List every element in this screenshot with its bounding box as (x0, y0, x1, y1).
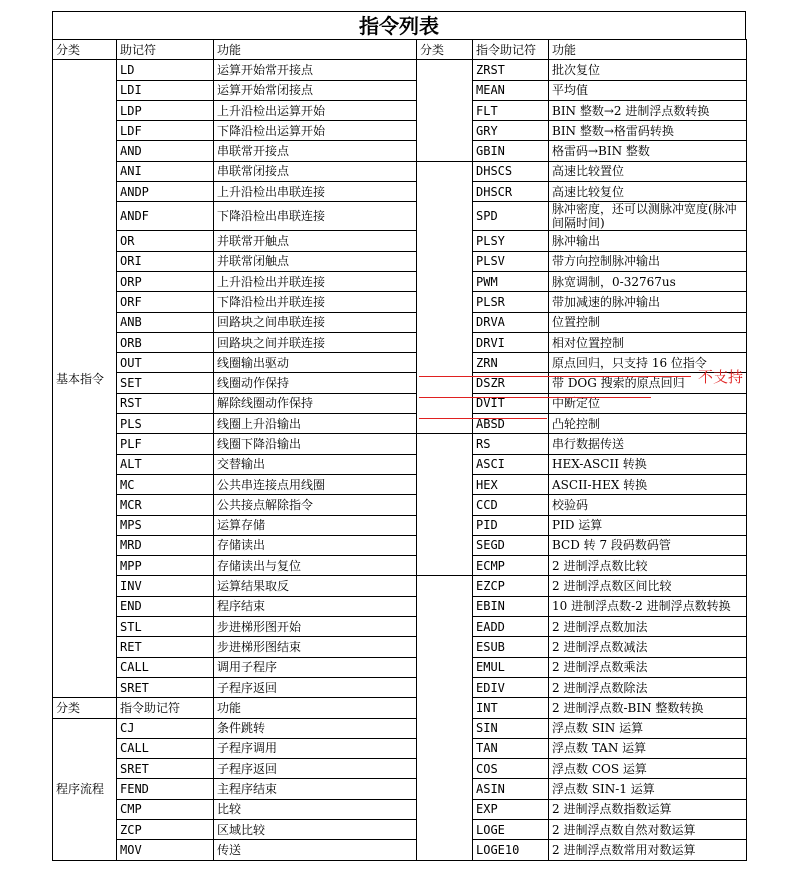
table-row (53, 738, 747, 758)
table-row (53, 231, 747, 251)
table-row (53, 161, 747, 181)
function-cell: 下降沿检出并联连接 (214, 292, 417, 312)
mnemonic-cell: ANDP (117, 182, 214, 202)
category-cell: 基本指令 (53, 60, 117, 698)
function-cell: 存储读出与复位 (214, 556, 417, 576)
category-cell (417, 434, 473, 576)
mnemonic-cell: MOV (117, 840, 214, 860)
function-cell: 程序结束 (214, 596, 417, 616)
table-row (53, 454, 747, 474)
mnemonic-cell: EZCP (473, 576, 549, 596)
mnemonic-cell: ZRST (473, 60, 549, 80)
mnemonic-cell: ORB (117, 332, 214, 352)
mnemonic-cell: MEAN (473, 80, 549, 100)
mnemonic-cell: INV (117, 576, 214, 596)
header-row (53, 40, 747, 60)
mnemonic-cell: DHSCS (473, 161, 549, 181)
function-cell: BIN 整数→格雷码转换 (549, 121, 747, 141)
table-row (53, 434, 747, 454)
mnemonic-cell: LD (117, 60, 214, 80)
mnemonic-cell: LDP (117, 100, 214, 120)
table-row (53, 759, 747, 779)
mnemonic-cell: MPP (117, 556, 214, 576)
mnemonic-cell: RET (117, 637, 214, 657)
mnemonic-cell: ECMP (473, 556, 549, 576)
mnemonic-cell: ASCI (473, 454, 549, 474)
table-row (53, 60, 747, 80)
table-title: 指令列表 (52, 11, 746, 39)
function-cell: 上升沿检出并联连接 (214, 271, 417, 291)
table-row (53, 840, 747, 860)
mnemonic-cell: MC (117, 474, 214, 494)
function-cell: 2 进制浮点数区间比较 (549, 576, 747, 596)
mnemonic-cell: TAN (473, 738, 549, 758)
mnemonic-cell: PLSY (473, 231, 549, 251)
function-cell: 带方向控制脉冲输出 (549, 251, 747, 271)
mnemonic-cell: DVIT (473, 393, 549, 413)
mnemonic-cell: FEND (117, 779, 214, 799)
function-cell: 传送 (214, 840, 417, 860)
table-row (53, 332, 747, 352)
function-cell: 浮点数 COS 运算 (549, 759, 747, 779)
function-cell: 交替输出 (214, 454, 417, 474)
table-row (53, 312, 747, 332)
function-cell: 脉冲密度，还可以测脉冲宽度(脉冲间隔时间) (549, 202, 747, 231)
table-row (53, 141, 747, 161)
mnemonic-cell: ANI (117, 161, 214, 181)
category-cell (417, 161, 473, 434)
header-cell: 功能 (214, 40, 417, 60)
table-row (53, 271, 747, 291)
function-cell: 2 进制浮点数除法 (549, 677, 747, 697)
function-cell: 10 进制浮点数-2 进制浮点数转换 (549, 596, 747, 616)
table-row (53, 535, 747, 555)
function-cell: 回路块之间串联连接 (214, 312, 417, 332)
mnemonic-cell: COS (473, 759, 549, 779)
strike-dvit (419, 418, 547, 419)
mnemonic-cell: LDI (117, 80, 214, 100)
mnemonic-cell: HEX (473, 474, 549, 494)
function-cell: 相对位置控制 (549, 332, 747, 352)
mnemonic-cell: ASIN (473, 779, 549, 799)
mnemonic-cell: DSZR (473, 373, 549, 393)
mnemonic-cell: PLSV (473, 251, 549, 271)
function-cell: 位置控制 (549, 312, 747, 332)
header-cell: 分类 (53, 698, 117, 718)
mnemonic-cell: SRET (117, 677, 214, 697)
mnemonic-cell: EXP (473, 799, 549, 819)
mnemonic-cell: EADD (473, 617, 549, 637)
function-cell: 条件跳转 (214, 718, 417, 738)
header-cell: 指令助记符 (117, 698, 214, 718)
function-cell: 高速比较置位 (549, 161, 747, 181)
function-cell: 2 进制浮点数加法 (549, 617, 747, 637)
function-cell: 校验码 (549, 495, 747, 515)
table-row (53, 718, 747, 738)
mnemonic-cell: MPS (117, 515, 214, 535)
function-cell: 步进梯形图开始 (214, 617, 417, 637)
table-row (53, 677, 747, 697)
mnemonic-cell: PLF (117, 434, 214, 454)
mnemonic-cell: PWM (473, 271, 549, 291)
table-row (53, 617, 747, 637)
mnemonic-cell: OUT (117, 353, 214, 373)
mnemonic-cell: PLSR (473, 292, 549, 312)
table-row (53, 100, 747, 120)
function-cell: 2 进制浮点数比较 (549, 556, 747, 576)
function-cell: 步进梯形图结束 (214, 637, 417, 657)
table-row (53, 495, 747, 515)
mnemonic-cell: RST (117, 393, 214, 413)
function-cell: 子程序返回 (214, 759, 417, 779)
function-cell: 浮点数 SIN-1 运算 (549, 779, 747, 799)
function-cell: 凸轮控制 (549, 414, 747, 434)
mnemonic-cell: SRET (117, 759, 214, 779)
mnemonic-cell: ABSD (473, 414, 549, 434)
function-cell: 中断定位 (549, 393, 747, 413)
function-cell: 平均值 (549, 80, 747, 100)
header-cell: 指令助记符 (473, 40, 549, 60)
strike-zrn (419, 376, 691, 377)
mnemonic-cell: RS (473, 434, 549, 454)
mnemonic-cell: OR (117, 231, 214, 251)
function-cell: 主程序结束 (214, 779, 417, 799)
mnemonic-cell: INT (473, 698, 549, 718)
mnemonic-cell: CCD (473, 495, 549, 515)
function-cell: 2 进制浮点数乘法 (549, 657, 747, 677)
function-cell: 区域比较 (214, 819, 417, 839)
function-cell: 原点回归，只支持 16 位指令 (549, 353, 747, 373)
function-cell: 2 进制浮点数-BIN 整数转换 (549, 698, 747, 718)
function-cell: 上升沿检出运算开始 (214, 100, 417, 120)
function-cell: ASCII-HEX 转换 (549, 474, 747, 494)
mnemonic-cell: ORF (117, 292, 214, 312)
function-cell: 运算存储 (214, 515, 417, 535)
table-row (53, 779, 747, 799)
mnemonic-cell: CALL (117, 738, 214, 758)
table-row (53, 637, 747, 657)
function-cell: 批次复位 (549, 60, 747, 80)
mnemonic-cell: GBIN (473, 141, 549, 161)
table-row (53, 202, 747, 231)
mnemonic-cell: ALT (117, 454, 214, 474)
mnemonic-cell: EDIV (473, 677, 549, 697)
mnemonic-cell: CJ (117, 718, 214, 738)
mnemonic-cell: MCR (117, 495, 214, 515)
mnemonic-cell: ZRN (473, 353, 549, 373)
table-row (53, 596, 747, 616)
mnemonic-cell: MRD (117, 535, 214, 555)
table-row (53, 576, 747, 596)
header-cell: 助记符 (117, 40, 214, 60)
function-cell: 公共串连接点用线圈 (214, 474, 417, 494)
mnemonic-cell: DHSCR (473, 182, 549, 202)
mnemonic-cell: SET (117, 373, 214, 393)
table-row (53, 182, 747, 202)
category-cell (417, 576, 473, 860)
mnemonic-cell: LOGE (473, 819, 549, 839)
mnemonic-cell: ORP (117, 271, 214, 291)
function-cell: HEX-ASCII 转换 (549, 454, 747, 474)
category-cell (417, 60, 473, 161)
function-cell: 并联常闭触点 (214, 251, 417, 271)
function-cell: 线圈动作保持 (214, 373, 417, 393)
function-cell: 解除线圈动作保持 (214, 393, 417, 413)
table-row (53, 353, 747, 373)
table-row (53, 657, 747, 677)
mnemonic-cell: DRVA (473, 312, 549, 332)
function-cell: 存储读出 (214, 535, 417, 555)
function-cell: 运算开始常开接点 (214, 60, 417, 80)
function-cell: 2 进制浮点数减法 (549, 637, 747, 657)
function-cell: 下降沿检出串联连接 (214, 202, 417, 231)
function-cell: 浮点数 SIN 运算 (549, 718, 747, 738)
mnemonic-cell: ZCP (117, 819, 214, 839)
strike-dszr (419, 397, 651, 398)
mnemonic-cell: FLT (473, 100, 549, 120)
mnemonic-cell: EMUL (473, 657, 549, 677)
function-cell: 2 进制浮点数指数运算 (549, 799, 747, 819)
function-cell: 线圈输出驱动 (214, 353, 417, 373)
function-cell: 下降沿检出运算开始 (214, 121, 417, 141)
mnemonic-cell: ANB (117, 312, 214, 332)
mnemonic-cell: ANDF (117, 202, 214, 231)
table-row (53, 251, 747, 271)
function-cell: 比较 (214, 799, 417, 819)
function-cell: 带 DOG 搜索的原点回归 (549, 373, 747, 393)
function-cell: 子程序调用 (214, 738, 417, 758)
function-cell: PID 运算 (549, 515, 747, 535)
function-cell: 并联常开触点 (214, 231, 417, 251)
mnemonic-cell: CALL (117, 657, 214, 677)
table-row (53, 292, 747, 312)
instruction-table (52, 39, 747, 861)
mnemonic-cell: CMP (117, 799, 214, 819)
function-cell: 2 进制浮点数常用对数运算 (549, 840, 747, 860)
mnemonic-cell: LDF (117, 121, 214, 141)
mnemonic-cell: GRY (473, 121, 549, 141)
table-row (53, 698, 747, 718)
function-cell: 串联常开接点 (214, 141, 417, 161)
header-cell: 功能 (549, 40, 747, 60)
category-cell: 程序流程 (53, 718, 117, 860)
mnemonic-cell: ESUB (473, 637, 549, 657)
function-cell: 运算开始常闭接点 (214, 80, 417, 100)
mnemonic-cell: ORI (117, 251, 214, 271)
mnemonic-cell: DRVI (473, 332, 549, 352)
function-cell: 公共接点解除指令 (214, 495, 417, 515)
header-cell: 功能 (214, 698, 417, 718)
table-row (53, 819, 747, 839)
function-cell: BCD 转 7 段码数码管 (549, 535, 747, 555)
table-row (53, 414, 747, 434)
function-cell: 高速比较复位 (549, 182, 747, 202)
header-cell: 分类 (53, 40, 117, 60)
mnemonic-cell: STL (117, 617, 214, 637)
table-row (53, 121, 747, 141)
mnemonic-cell: SEGD (473, 535, 549, 555)
function-cell: 回路块之间并联连接 (214, 332, 417, 352)
mnemonic-cell: PLS (117, 414, 214, 434)
function-cell: 串联常闭接点 (214, 161, 417, 181)
table-row (53, 515, 747, 535)
function-cell: 脉宽调制，0-32767us (549, 271, 747, 291)
mnemonic-cell: SIN (473, 718, 549, 738)
function-cell: BIN 整数→2 进制浮点数转换 (549, 100, 747, 120)
mnemonic-cell: LOGE10 (473, 840, 549, 860)
function-cell: 线圈上升沿输出 (214, 414, 417, 434)
table-row (53, 556, 747, 576)
function-cell: 调用子程序 (214, 657, 417, 677)
mnemonic-cell: PID (473, 515, 549, 535)
mnemonic-cell: SPD (473, 202, 549, 231)
function-cell: 带加减速的脉冲输出 (549, 292, 747, 312)
function-cell: 子程序返回 (214, 677, 417, 697)
mnemonic-cell: END (117, 596, 214, 616)
table-row (53, 799, 747, 819)
function-cell: 串行数据传送 (549, 434, 747, 454)
mnemonic-cell: EBIN (473, 596, 549, 616)
function-cell: 上升沿检出串联连接 (214, 182, 417, 202)
mnemonic-cell: AND (117, 141, 214, 161)
function-cell: 格雷码→BIN 整数 (549, 141, 747, 161)
not-supported-annotation: 不支持 (698, 368, 744, 386)
table-row (53, 80, 747, 100)
function-cell: 2 进制浮点数自然对数运算 (549, 819, 747, 839)
header-cell: 分类 (417, 40, 473, 60)
function-cell: 线圈下降沿输出 (214, 434, 417, 454)
function-cell: 浮点数 TAN 运算 (549, 738, 747, 758)
function-cell: 运算结果取反 (214, 576, 417, 596)
table-row (53, 474, 747, 494)
function-cell: 脉冲输出 (549, 231, 747, 251)
